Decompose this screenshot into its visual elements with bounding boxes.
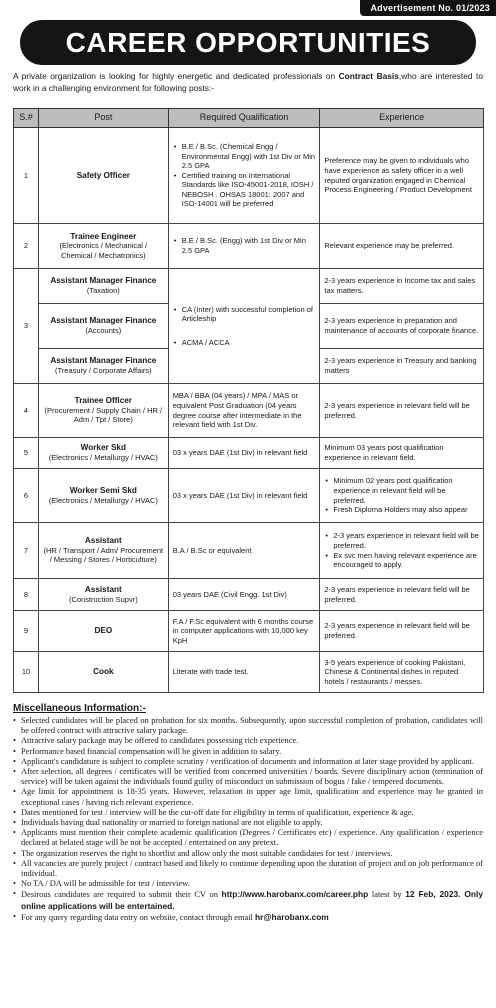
row-post xyxy=(38,269,168,304)
list-item: • Dates mentioned for test / interview will be the cut-off date for eligibility in terms of qualification, experience & age. xyxy=(13,808,483,818)
row-experience: 2-3 years experience in relevant field will be preferred. xyxy=(320,611,484,652)
contact-item xyxy=(13,912,483,923)
intro-bold: Contract Basis xyxy=(338,71,399,81)
row-qualification: 03 x years DAE (1st Div) in relevant field xyxy=(168,469,320,523)
list-item: • After selection, all degrees / certificates will be verified from concerned universities / boards. Severe disciplinary action (termination of service) will be taken against the individuals found guilty of misconduct on submission of bogus / fake / tempered documents. xyxy=(13,767,483,787)
row-sn: 7 xyxy=(14,523,39,579)
jobs-table xyxy=(13,108,484,693)
list-item: • The organization reserves the right to shortlist and allow only the most suitable candidates for test / interviews. xyxy=(13,849,483,859)
table-row xyxy=(14,128,484,224)
post-subtitle: (Accounts) xyxy=(85,326,122,335)
misc-heading: Miscellaneous Information:- xyxy=(13,703,146,714)
row-sn: 9 xyxy=(14,611,39,652)
list-item: • Attractive salary package may be offered to candidates possessing rich experience. xyxy=(13,736,483,746)
table-row xyxy=(14,579,484,611)
post-title: Cook xyxy=(93,667,114,677)
qual-bullet: • CA (Inter) with successful completion of Articleship xyxy=(173,305,316,324)
row-post xyxy=(38,579,168,611)
list-item: • Selected candidates will be placed on probation for six months. Subsequently, upon successful completion of probation, candidates will be offered contract with attractive salary package. xyxy=(13,716,483,736)
row-post xyxy=(38,349,168,384)
row-sn: 3 xyxy=(14,269,39,384)
row-experience: Relevant experience may be preferred. xyxy=(320,224,484,269)
row-post xyxy=(38,384,168,438)
career-link[interactable]: http://www.harobanx.com/career.php xyxy=(221,889,369,900)
row-experience: 2-3 years experience in preparation and maintenance of accounts of corporate finance. xyxy=(320,304,484,349)
post-subtitle: (Treasury / Corporate Affairs) xyxy=(54,366,152,375)
table-row xyxy=(14,384,484,438)
row-sn: 5 xyxy=(14,438,39,469)
post-subtitle: (Construction Supvr) xyxy=(68,594,138,604)
row-experience: Minimum 03 years post qualification experience in relevant field. xyxy=(320,438,484,469)
qual-bullet: • B.E / B.Sc. (Engg) with 1st Div or Min 2.5 GPA xyxy=(173,236,316,255)
row-post xyxy=(38,304,168,349)
apply-item xyxy=(13,889,483,911)
row-post xyxy=(38,523,168,579)
post-title: DEO xyxy=(94,626,113,636)
row-experience xyxy=(320,523,484,579)
list-item: • Individuals having dual nationality or married to foreign national are not eligible to apply. xyxy=(13,818,483,828)
post-title: Assistant xyxy=(84,584,122,594)
header-post: Post xyxy=(38,109,168,128)
page-title: CAREER OPPORTUNITIES xyxy=(20,20,476,65)
row-experience: 2-3 years experience in Treasury and banking matters xyxy=(320,349,484,384)
list-item: • All vacancies are purely project / contract based and likely to continue depending upon the duration of project and on job performance of individual. xyxy=(13,859,483,879)
row-qualification: 03 x years DAE (1st Div) in relevant field xyxy=(168,438,320,469)
apply-text-middle: latest by xyxy=(368,890,406,900)
row-sn: 6 xyxy=(14,469,39,523)
row-qualification: 03 years DAE (Civil Engg. 1st Div) xyxy=(168,579,320,611)
row-sn: 4 xyxy=(14,384,39,438)
deadline-date: 12 Feb, 2023. xyxy=(405,889,461,900)
misc-section xyxy=(13,703,483,923)
table-row xyxy=(14,611,484,652)
post-subtitle: (Electronics / Mechanical / Chemical / Mechatronics) xyxy=(59,241,148,260)
exp-bullet: • 2-3 years experience in relevant field will be preferred. xyxy=(324,531,479,550)
list-item: • Performance based financial compensation will be given in addition to salary. xyxy=(13,747,483,757)
header-sn: S.# xyxy=(14,109,39,128)
row-qualification xyxy=(168,269,320,384)
contact-text: For any query regarding data entry on website, contact through email xyxy=(21,912,255,922)
row-experience: 2-3 years experience in Income tax and sales tax matters. xyxy=(320,269,484,304)
post-title: Assistant Manager Finance xyxy=(50,276,157,286)
row-experience: 3-5 years experience of cooking Pakistani, Chinese & Continental dishes in reputed hotels / restaurants / messes. xyxy=(320,652,484,693)
post-title: Worker Semi Skd xyxy=(69,485,137,495)
row-experience: 2-3 years experience in relevant field will be preferred. xyxy=(320,384,484,438)
row-experience: 2-3 years experience in relevant field will be preferred. xyxy=(320,579,484,611)
apply-note: Only online applications will be entertained. xyxy=(21,889,483,911)
row-qualification: MBA / BBA (04 years) / MPA / MAS or equivalent Post Graduation (04 years degree course after intermediate in the relevant field with 1st Div. xyxy=(168,384,320,438)
exp-bullet: • Fresh Diploma Holders may also appear xyxy=(324,505,479,515)
table-row xyxy=(14,652,484,693)
row-experience xyxy=(320,469,484,523)
list-item: • Applicants must mention their complete academic qualification (Degrees / Certificates etc) / experience. Any qualification / experience declared at belated stage will be not be accepted / entertained on any pretext. xyxy=(13,828,483,848)
table-row xyxy=(14,523,484,579)
row-sn: 8 xyxy=(14,579,39,611)
table-row xyxy=(14,469,484,523)
advertisement-number: Advertisement No. 01/2023 xyxy=(360,0,496,16)
post-title: Trainee Officer xyxy=(74,396,132,406)
intro-paragraph xyxy=(13,70,483,94)
row-post xyxy=(38,469,168,523)
misc-list xyxy=(13,716,483,923)
row-qualification xyxy=(168,224,320,269)
post-title: Worker Skd xyxy=(80,443,126,453)
row-post xyxy=(38,224,168,269)
qual-bullet: • B.E / B.Sc. (Chemical Engg / Environmental Engg) with 1st Div or Min 2.5 GPA xyxy=(173,142,316,171)
table-header-row xyxy=(14,109,484,128)
post-title: Assistant Manager Finance xyxy=(50,316,157,326)
post-title: Assistant xyxy=(84,536,122,546)
post-title: Trainee Engineer xyxy=(70,231,137,241)
post-subtitle: (Electronics / Metallurgy / HVAC) xyxy=(48,495,158,505)
row-qualification: B.A / B.Sc or equivalent xyxy=(168,523,320,579)
post-title: Assistant Manager Finance xyxy=(50,356,157,366)
list-item: • No TA / DA will be admissible for test / interview. xyxy=(13,879,483,889)
exp-bullet: • Ex svc men having relevant experience are encouraged to apply. xyxy=(324,551,479,570)
row-post xyxy=(38,652,168,693)
intro-text: A private organization is looking for highly energetic and dedicated professionals on xyxy=(13,71,339,81)
row-sn: 10 xyxy=(14,652,39,693)
contact-email-link[interactable]: hr@harobanx.com xyxy=(254,911,329,922)
table-row xyxy=(14,224,484,269)
post-title: Safety Officer xyxy=(76,170,130,180)
qual-bullet: • Certified training on International Standards like ISO-45001-2018, IOSH / NEBOSH . OHSAS 18001: 2007 and ISO-14001 will be preferred xyxy=(173,171,316,209)
header-qualification: Required Qualification xyxy=(168,109,320,128)
row-post xyxy=(38,438,168,469)
row-post xyxy=(38,128,168,224)
table-row xyxy=(14,438,484,469)
exp-bullet: • Minimum 02 years post qualification experience in relevant field will be preferred. xyxy=(324,476,479,505)
post-subtitle: (Procurement / Supply Chain / HR / Adm / Tpt / Store) xyxy=(44,405,163,425)
row-sn: 2 xyxy=(14,224,39,269)
row-sn: 1 xyxy=(14,128,39,224)
post-subtitle: (HR / Transport / Adm/ Procurement / Messing / Stores / Horticulture) xyxy=(43,545,164,565)
table-row xyxy=(14,269,484,304)
row-qualification: Literate with trade test. xyxy=(168,652,320,693)
row-post xyxy=(38,611,168,652)
post-subtitle: (Taxation) xyxy=(86,286,120,295)
intro-text-end: ,who are interested to work in a challenging environment for following posts:- xyxy=(13,71,484,93)
row-qualification: F.A / F.Sc equivalent with 6 months course in computer applications with 10,000 key KpH xyxy=(168,611,320,652)
apply-text: Desirous candidates are required to submit their CV on xyxy=(21,890,222,900)
row-qualification xyxy=(168,128,320,224)
header-experience: Experience xyxy=(320,109,484,128)
qual-bullet: • ACMA / ACCA xyxy=(173,338,316,348)
row-experience: Preference may be given to individuals who have experience as safety officer in a well reputed organization engaged in Chemical Process Engineering / Product Development xyxy=(320,128,484,224)
list-item: • Applicant's candidature is subject to complete scrutiny / verification of documents and information at later stage provided by applicant. xyxy=(13,757,483,767)
list-item: • Age limit for appointment is 18-35 years. However, relaxation in upper age limit, qualification and experience may be granted in exceptional cases / having rich relevant experience. xyxy=(13,787,483,807)
post-subtitle: (Electronics / Metallurgy / HVAC) xyxy=(48,453,158,462)
